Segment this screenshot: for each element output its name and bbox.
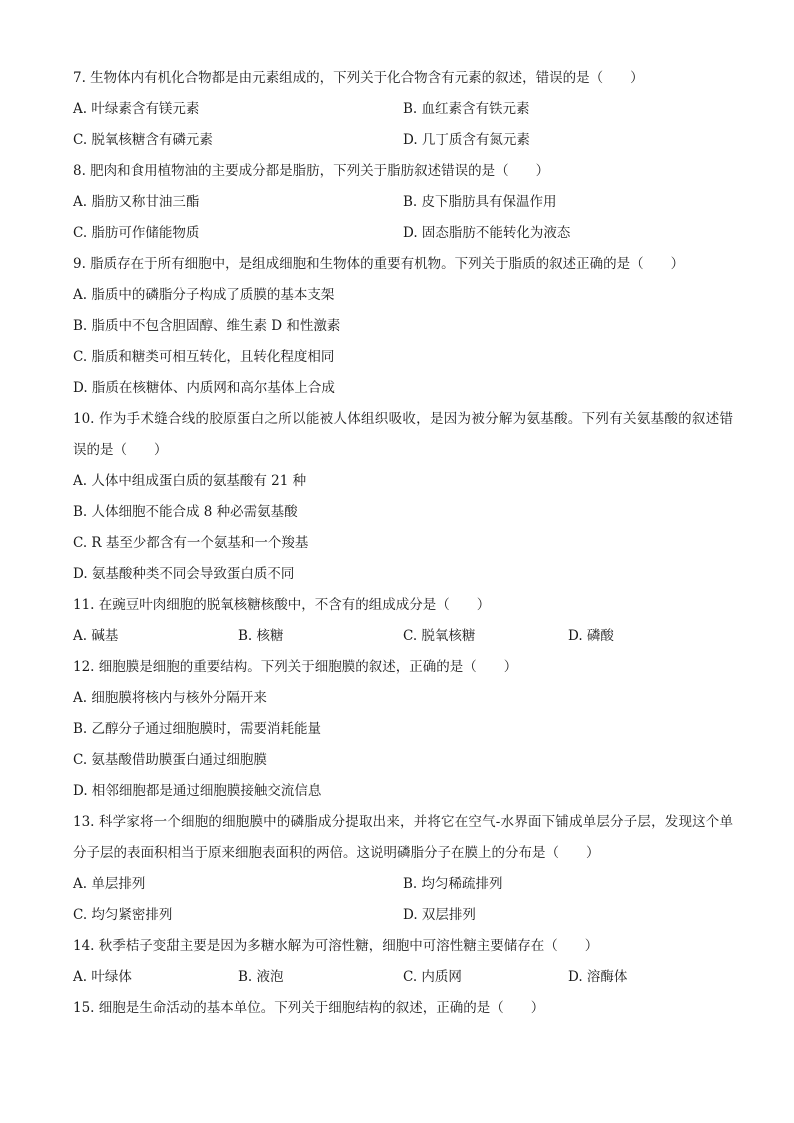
option-b: B. 乙醇分子通过细胞膜时，需要消耗能量 [73, 721, 322, 737]
option-list [73, 683, 733, 807]
option-b: B. 均匀稀疏排列 [403, 876, 503, 892]
option-b: B. 皮下脂肪具有保温作用 [403, 194, 557, 210]
option-a: A. 叶绿素含有镁元素 [73, 101, 200, 117]
option-a: A. 单层排列 [73, 876, 146, 892]
option-list [73, 466, 733, 590]
option-c: C. 脂肪可作储能物质 [73, 225, 200, 241]
question-stem: 10. 作为手术缝合线的胶原蛋白之所以能被人体组织吸收，是因为被分解为氨基酸。下列有关氨基酸的叙述错误的是（ ） [73, 411, 733, 458]
option-c: C. 氨基酸借助膜蛋白通过细胞膜 [73, 752, 267, 768]
option-c: C. 均匀紧密排列 [73, 907, 173, 923]
option-a: A. 人体中组成蛋白质的氨基酸有 21 种 [73, 473, 307, 489]
option-c: C. 脱氧核糖 [403, 628, 476, 644]
option-a: A. 叶绿体 [73, 969, 132, 985]
question-13 [73, 807, 733, 931]
option-d: D. 氨基酸种类不同会导致蛋白质不同 [73, 566, 295, 582]
option-c: C. R 基至少都含有一个氨基和一个羧基 [73, 535, 309, 551]
question-12 [73, 652, 733, 807]
question-stem: 14. 秋季桔子变甜主要是因为多糖水解为可溶性糖，细胞中可溶性糖主要储存在（ ） [73, 938, 599, 954]
option-list [73, 94, 733, 156]
option-d: D. 双层排列 [403, 907, 476, 923]
question-14 [73, 931, 733, 993]
option-d: D. 磷酸 [568, 628, 614, 644]
option-b: B. 脂质中不包含胆固醇、维生素 D 和性激素 [73, 318, 341, 334]
option-b: B. 液泡 [238, 969, 284, 985]
question-15 [73, 993, 733, 1024]
option-list [73, 280, 733, 404]
question-stem: 11. 在豌豆叶肉细胞的脱氧核糖核酸中，不含有的组成成分是（ ） [73, 597, 491, 613]
option-d: D. 脂质在核糖体、内质网和高尔基体上合成 [73, 380, 335, 396]
question-stem: 7. 生物体内有机化合物都是由元素组成的，下列关于化合物含有元素的叙述，错误的是（ ） [73, 70, 644, 86]
option-d: D. 相邻细胞都是通过细胞膜接触交流信息 [73, 783, 322, 799]
option-a: A. 细胞膜将核内与核外分隔开来 [73, 690, 267, 706]
option-b: B. 血红素含有铁元素 [403, 101, 530, 117]
question-11 [73, 590, 733, 652]
question-7 [73, 63, 733, 156]
option-c: C. 脂质和糖类可相互转化，且转化程度相同 [73, 349, 335, 365]
question-9 [73, 249, 733, 404]
option-b: B. 人体细胞不能合成 8 种必需氨基酸 [73, 504, 298, 520]
option-c: C. 脱氧核糖含有磷元素 [73, 132, 213, 148]
option-list [73, 869, 733, 931]
question-stem: 8. 肥肉和食用植物油的主要成分都是脂肪，下列关于脂肪叙述错误的是（ ） [73, 163, 550, 179]
option-b: B. 核糖 [238, 628, 284, 644]
option-d: D. 固态脂肪不能转化为液态 [403, 225, 571, 241]
option-list [73, 962, 733, 993]
question-8 [73, 156, 733, 249]
option-list [73, 621, 733, 652]
question-stem: 9. 脂质存在于所有细胞中，是组成细胞和生物体的重要有机物。下列关于脂质的叙述正确的是（ ） [73, 256, 685, 272]
option-a: A. 脂质中的磷脂分子构成了质膜的基本支架 [73, 287, 335, 303]
option-list [73, 187, 733, 249]
option-d: D. 溶酶体 [568, 969, 628, 985]
question-stem: 15. 细胞是生命活动的基本单位。下列关于细胞结构的叙述，正确的是（ ） [73, 1000, 545, 1016]
question-stem: 12. 细胞膜是细胞的重要结构。下列关于细胞膜的叙述，正确的是（ ） [73, 659, 518, 675]
option-d: D. 几丁质含有氮元素 [403, 132, 530, 148]
option-c: C. 内质网 [403, 969, 462, 985]
option-a: A. 脂肪又称甘油三酯 [73, 194, 200, 210]
question-stem: 13. 科学家将一个细胞的细胞膜中的磷脂成分提取出来，并将它在空气-水界面下铺成单层分子层，发现这个单分子层的表面积相当于原来细胞表面积的两倍。这说明磷脂分子在膜上的分布是（ ） [73, 814, 733, 861]
exam-page [73, 63, 733, 1024]
question-10 [73, 404, 733, 590]
option-a: A. 碱基 [73, 628, 119, 644]
